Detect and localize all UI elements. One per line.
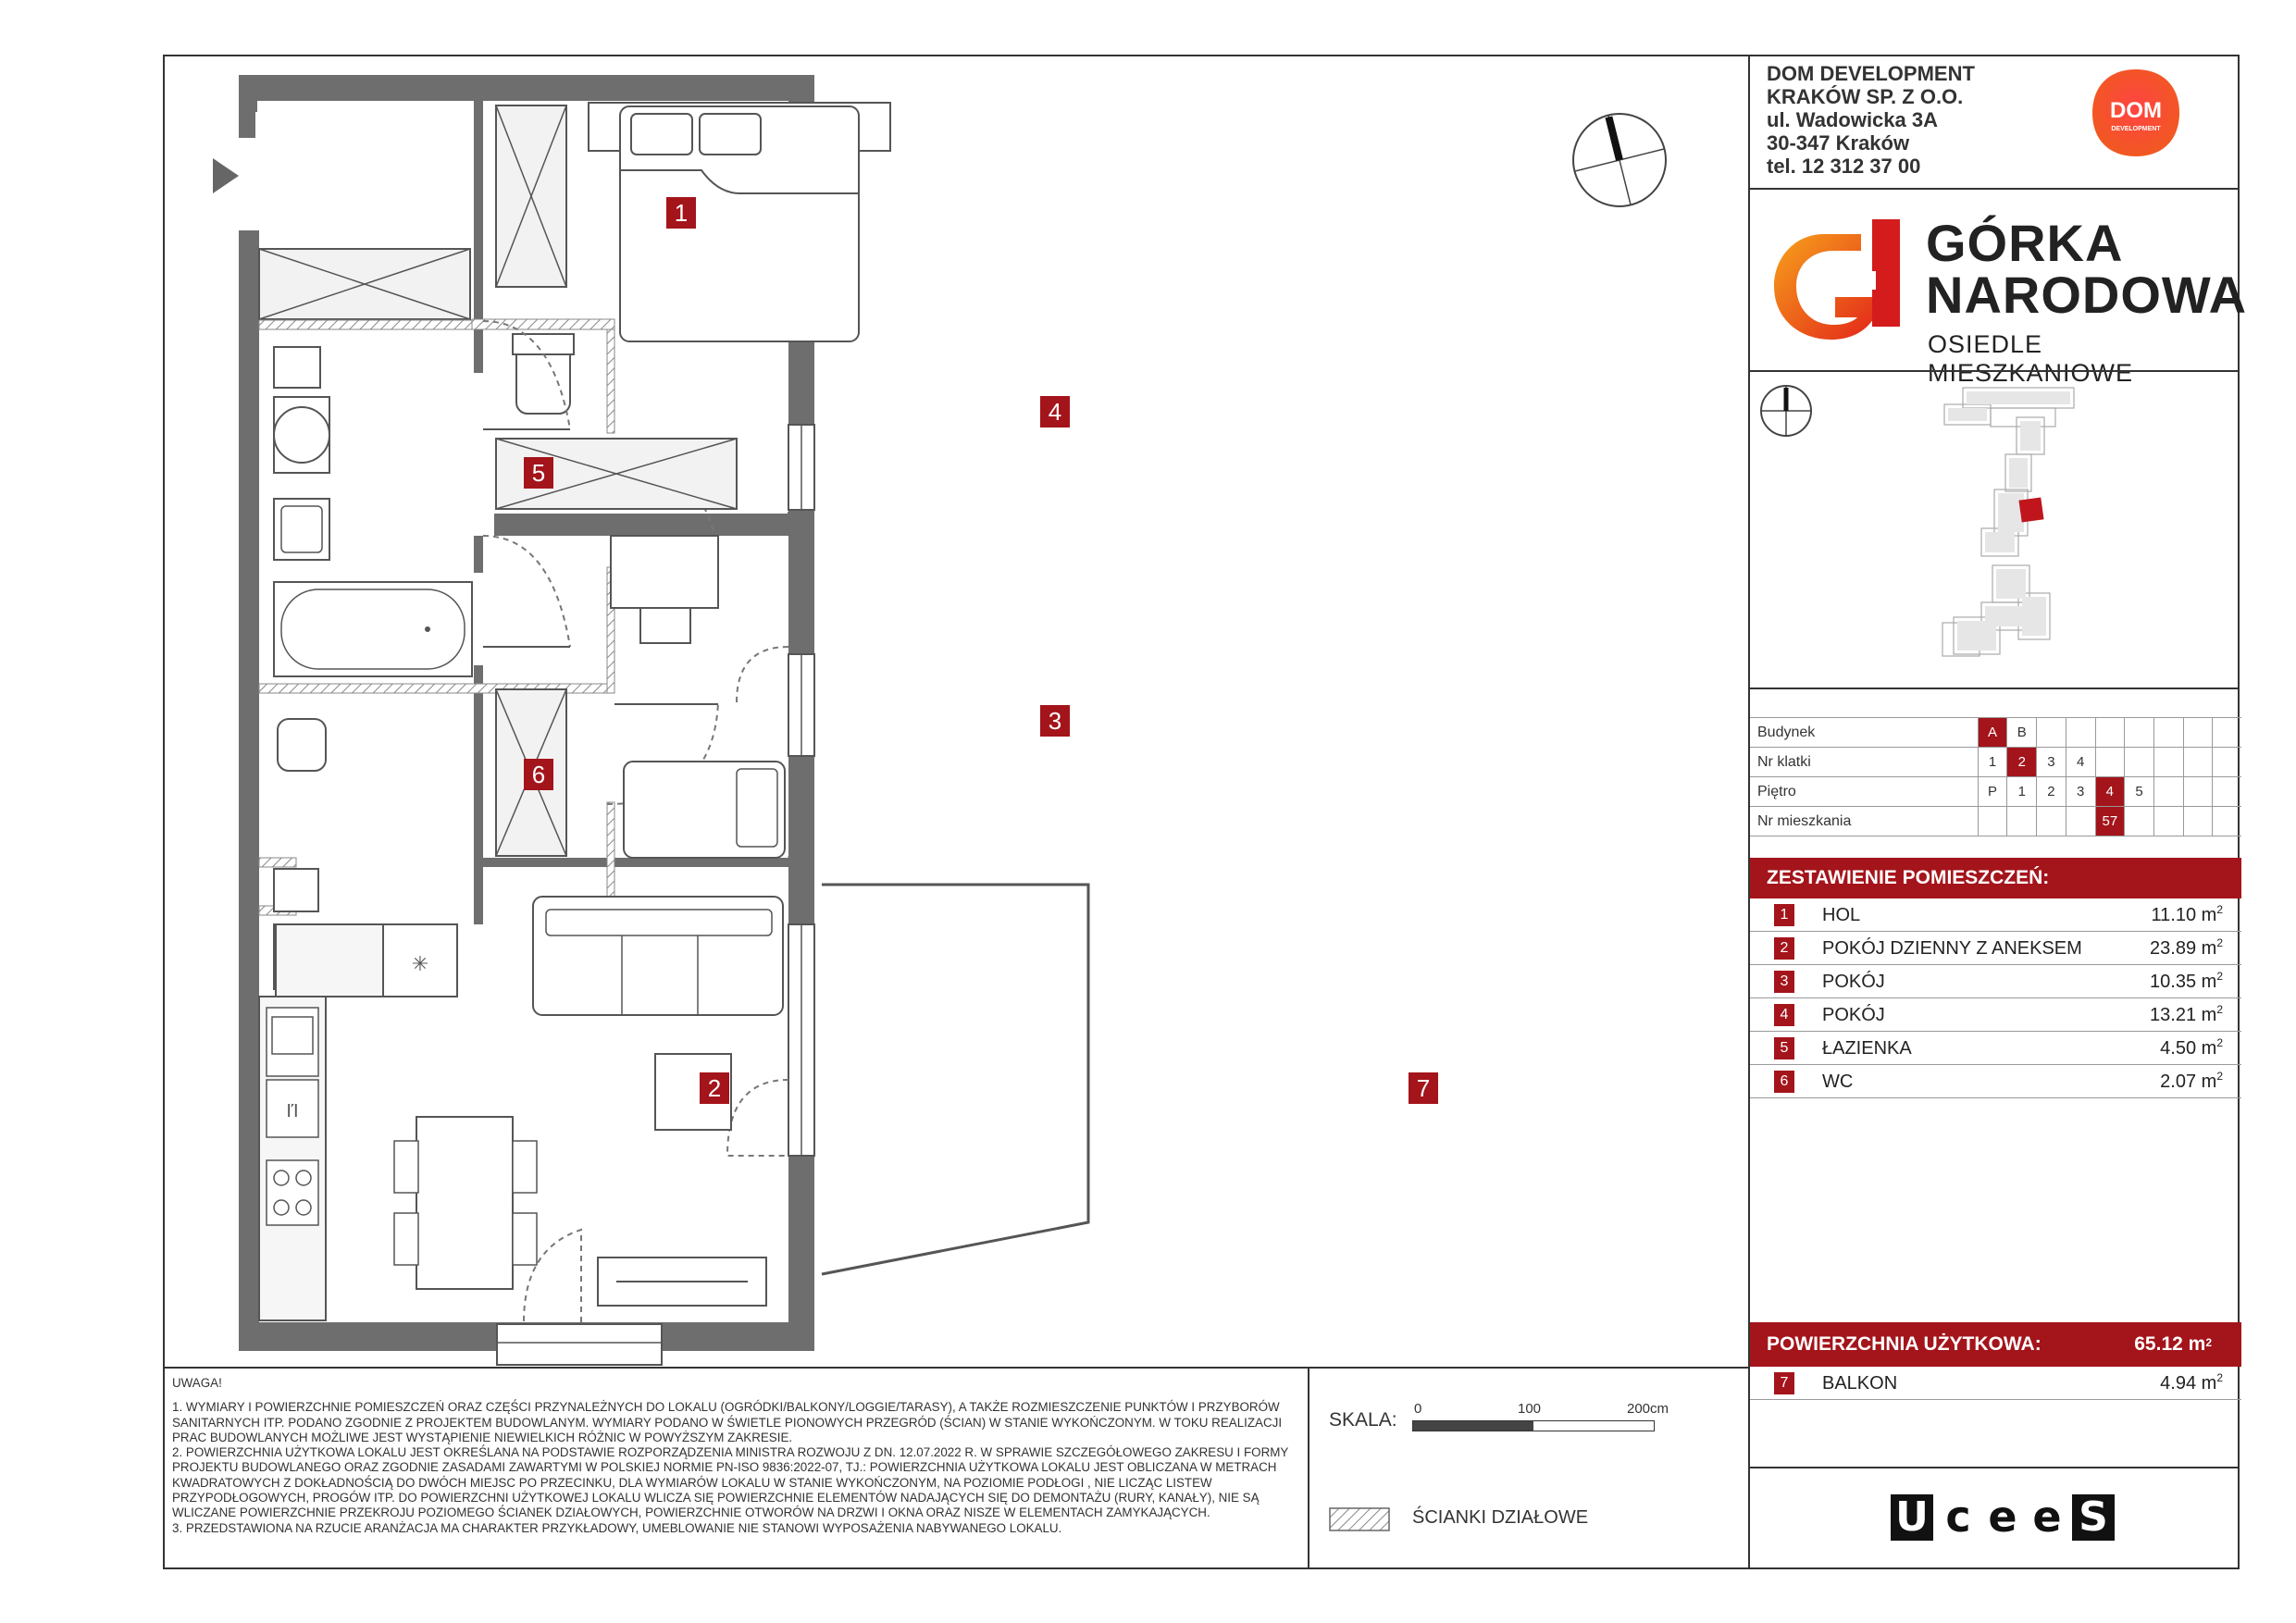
room-badge-6: 6 [524, 759, 553, 790]
room-row: 6 WC 2.07 $m^2$ [1750, 1065, 2241, 1098]
svg-text:✳: ✳ [411, 952, 429, 975]
dom-development-logo [2089, 66, 2183, 160]
company-line-3: ul. Wadowicka 3A [1767, 108, 1939, 131]
locator-row-floor: Piętro P 1 2 3 4 5 [1750, 777, 2241, 807]
floor-plan-details [163, 55, 1750, 1367]
scale-bar [1412, 1420, 1655, 1431]
room-row: 3 POKÓJ 10.35 $m^2$ [1750, 965, 2241, 998]
locator-row-building: Budynek A B [1750, 718, 2241, 748]
company-line-4: 30-347 Kraków [1767, 131, 1910, 155]
site-map-thumbnail [1926, 380, 2102, 676]
ucees-logo: U c e e S [1891, 1494, 2115, 1542]
room-badge-5: 5 [524, 457, 553, 489]
room-row: 5 ŁAZIENKA 4.50 $m^2$ [1750, 1032, 2241, 1065]
mini-compass-icon [1759, 384, 1813, 438]
total-area-value: 65.12 m [2134, 1333, 2206, 1355]
scale-tick-200: 200cm [1627, 1401, 1669, 1417]
scale-tick-100: 100 [1518, 1401, 1542, 1417]
notes-text [172, 1376, 1292, 1536]
scale-tick-0: 0 [1414, 1401, 1422, 1417]
balcony-row: 7 BALKON 4.94 $m^2$ [1750, 1367, 2241, 1400]
svg-text:ΙΊ: ΙΊ [286, 1101, 299, 1121]
brand-title-2: NARODOWA [1926, 266, 2248, 324]
rooms-list [1750, 898, 2241, 1098]
company-info [1767, 62, 1975, 178]
floor-plan [163, 55, 1750, 1367]
brand-title-1: GÓRKA [1926, 214, 2124, 272]
company-line-5: tel. 12 312 37 00 [1767, 155, 1921, 178]
scale-label: SKALA: [1329, 1409, 1397, 1431]
room-row: 1 HOL 11.10 $m^2$ [1750, 898, 2241, 932]
notes-box [163, 1367, 1309, 1569]
total-area-bar: POWIERZCHNIA UŻYTKOWA: 65.12 $m^2$ [1750, 1322, 2241, 1367]
locator-row-apartment: Nr mieszkania 57 [1750, 807, 2241, 836]
company-line-2: KRAKÓW SP. Z O.O. [1767, 85, 1964, 108]
total-area-label: POWIERZCHNIA UŻYTKOWA: [1767, 1333, 2042, 1355]
notes-body: 1. WYMIARY I POWIERZCHNIE POMIESZCZEŃ ORAZ CZĘŚCI PRZYNALEŻNYCH DO LOKALU (OGRÓDKI/BALKONY/LOGGIE/TARASY), A TAKŻE ROZMIESZCZENIE PUNKTÓW I PRZYBORÓW SANITARNYCH ITP. PODANO ZGODNIE Z PROJEKTEM BUDOWLANYM. WYMIARY PODANO W ŚWIETLE PIONOWYCH PRZEGRÓD (ŚCIAN) W STANIE WYKOŃCZONYM. W TOKU REALIZACJI PRAC BUDOWLANYCH MOŻLIWE JEST WYSTĄPIENIE NIEWIELKICH RÓŻNIC W POWYŻSZYM ZAKRESIE. 2. POWIERZCHNIA UŻYTKOWA LOKALU JEST OKREŚLANA NA PODSTAWIE ROZPORZĄDZENIA MINISTRA ROZWOJU Z DN. 12.07.2022 R. W SPRAWIE SZCZEGÓŁOWEGO ZAKRESU I FORMY PROJEKTU BUDOWLANEGO ORAZ ZGODNIE ZASADAMI ZAWARTYMI W POLSKIEJ NORMIE PN-ISO 9836:2022-07, TJ.: POWIERZCHNIA UŻYTKOWA LOKALU JEST OBLICZANA W METRACH KWADRATOWYCH Z DOKŁADNOŚCIĄ DO DWÓCH MIEJSC PO PRZECINKU, DLA WYMIARÓW LOKALU W STANIE WYKOŃCZONYM, NA POZIOMIE PODŁOGI , NIE LICZĄC LISTEW PRZYPODŁOGOWYCH, PROGÓW ITP. DO POWIERZCHNI UŻYTKOWEJ LOKALU WLICZA SIĘ POWIERZCHNIE ELEMENTÓW NADAJĄCYCH SIĘ DO DEMONTAŻU (RURY, KANAŁY), NIE SĄ WLICZANE POWIERZCHNIE PRZEKROJU POZIOMEGO ŚCIANEK DZIAŁOWYCH, POWIERZCHNIE OTWORÓW NA DRZWI I OKNA ORAZ NISZE W ELEMENTACH ZAMYKAJĄCYCH. 3. PRZEDSTAWIONA NA RZUCIE ARANŻACJA MA CHARAKTER PRZYKŁADOWY, UMEBLOWANIE NIE STANOWI WYPOSAŻENIA NABYWANEGO LOKALU. [172, 1400, 1289, 1535]
locator-table [1750, 717, 2241, 836]
brand-mark-icon [1769, 216, 1917, 354]
dom-logo-subtext: DEVELOPMENT [2111, 126, 2161, 132]
side-panel [1748, 55, 2248, 1569]
compass-icon [1571, 112, 1668, 208]
notes-title: UWAGA! [172, 1376, 222, 1390]
room-badge-2: 2 [700, 1072, 729, 1104]
brand-subtitle: OSIEDLE MIESZKANIOWE [1928, 330, 2134, 387]
locator-row-stairwell: Nr klatki 1 2 3 4 [1750, 748, 2241, 777]
room-badge-7: 7 [1409, 1072, 1438, 1104]
company-line-1: DOM DEVELOPMENT [1767, 62, 1975, 85]
partition-legend-swatch [1329, 1507, 1390, 1531]
room-badge-3: 3 [1040, 705, 1070, 737]
room-row: 4 POKÓJ 13.21 $m^2$ [1750, 998, 2241, 1032]
scale-legend-box [1309, 1367, 1750, 1569]
room-badge-1: 1 [666, 197, 696, 229]
room-badge-4: 4 [1040, 396, 1070, 427]
dom-logo-text: DOM [2110, 98, 2162, 123]
summary-header: ZESTAWIENIE POMIESZCZEŃ: [1750, 858, 2241, 898]
partition-legend-label: ŚCIANKI DZIAŁOWE [1412, 1507, 1589, 1528]
room-row: 2 POKÓJ DZIENNY Z ANEKSEM 23.89 $m^2$ [1750, 932, 2241, 965]
